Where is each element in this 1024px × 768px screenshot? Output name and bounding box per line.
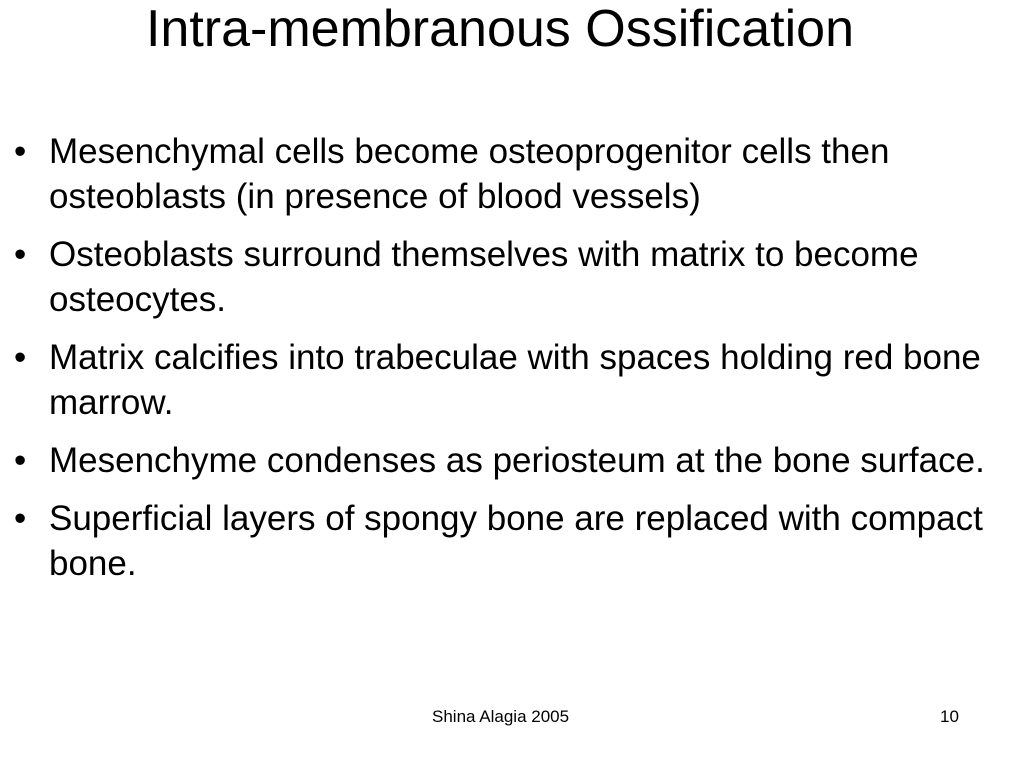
bullet-dot: • [14, 338, 27, 377]
bullet-text: Mesenchymal cells become osteoprogenitor cells then osteoblasts (in presence of blood vessels) [49, 132, 890, 216]
bullet-item [14, 232, 1020, 322]
bullet-item [14, 496, 1020, 586]
bullet-dot: • [14, 235, 27, 274]
bullet-list [14, 129, 1020, 599]
bullet-item [14, 335, 1020, 425]
footer-author: Shina Alagia 2005 [432, 707, 570, 726]
bullet-text: Superficial layers of spongy bone are replaced with compact bone. [49, 499, 983, 583]
bullet-text: Mesenchyme condenses as periosteum at the bone surface. [49, 441, 985, 480]
bullet-dot: • [14, 132, 27, 171]
bullet-item [14, 438, 1020, 483]
page-number: 10 [940, 707, 959, 726]
bullet-dot: • [14, 499, 27, 538]
bullet-text: Osteoblasts surround themselves with matrix to become osteocytes. [49, 235, 919, 319]
slide-title: Intra-membranous Ossification [145, 0, 855, 58]
bullet-text: Matrix calcifies into trabeculae with spaces holding red bone marrow. [49, 338, 981, 422]
bullet-dot: • [14, 441, 27, 480]
bullet-item [14, 129, 1020, 219]
